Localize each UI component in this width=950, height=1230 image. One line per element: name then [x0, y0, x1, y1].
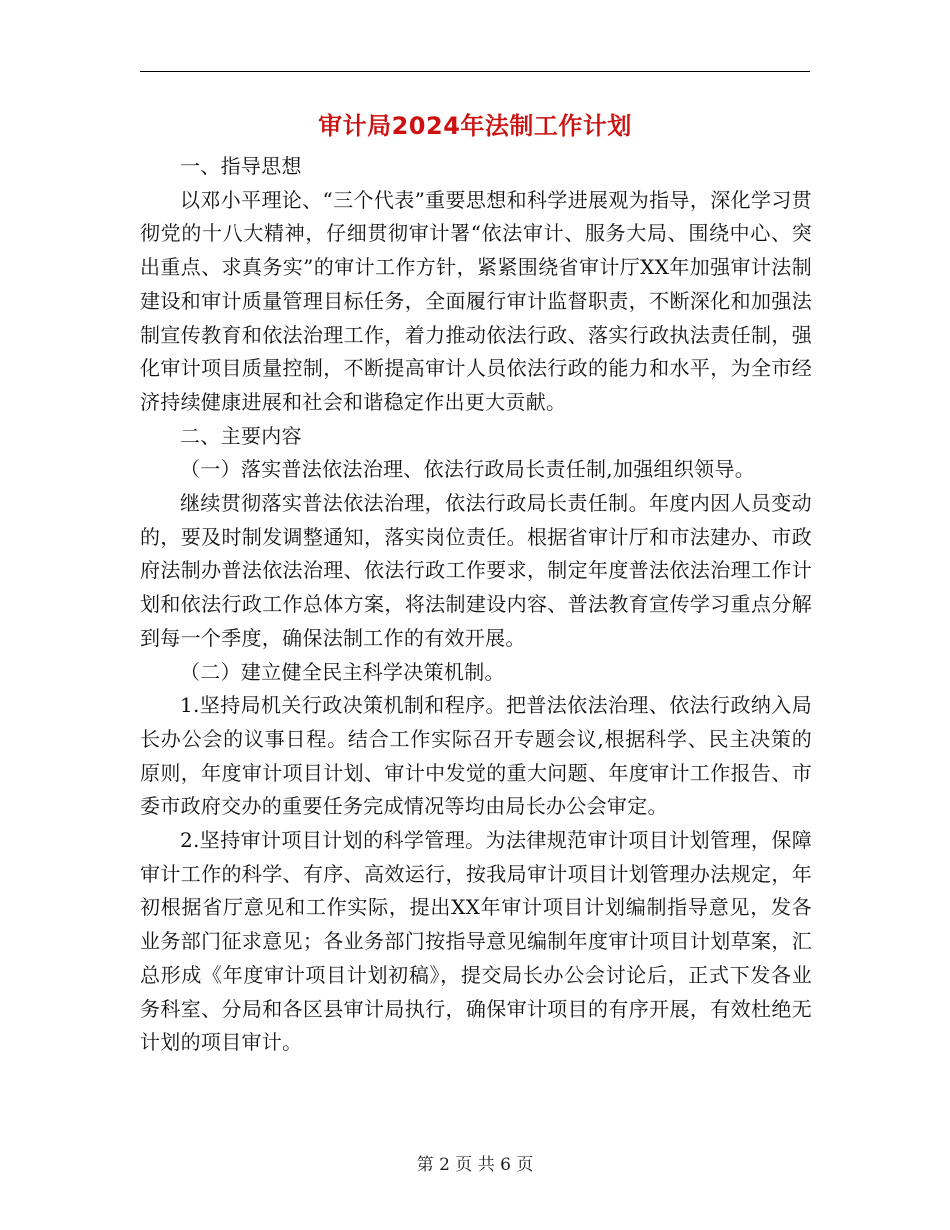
page-number-footer: 第 2 页 共 6 页 — [416, 1155, 534, 1175]
list-item-decision-procedure: 1.坚持局机关行政决策机制和程序。把普法依法治理、依法行政纳入局长办公会的议事日程。结合工作实际召开专题会议,根据科学、民主决策的原则，年度审计项目计划、审计中发觉的重大问题、年度审计工作报告、市委市政府交办的重要任务完成情况等均由局长办公会审定。 — [140, 693, 812, 819]
document-title: 审计局2024年法制工作计划 — [318, 112, 632, 140]
document-body — [140, 150, 812, 1060]
body-paragraph-guiding-ideology: 以邓小平理论、“三个代表”重要思想和科学进展观为指导，深化学习贯彻党的十八大精神，仔细贯彻审计署“依法审计、服务大局、围绕中心、突出重点、求真务实”的审计工作方针，紧紧围绕省审计厅XX年加强审计法制建设和审计质量管理目标任务，全面履行审计监督职责，不断深化和加强法制宣传教育和依法治理工作，着力推动依法行政、落实行政执法责任制，强化审计项目质量控制，不断提高审计人员依法行政的能力和水平，为全市经济持续健康进展和社会和谐稳定作出更大贡献。 — [140, 187, 812, 414]
section-heading-main-content: 二、主要内容 — [180, 423, 302, 448]
body-paragraph-responsibility-system: 继续贯彻落实普法依法治理，依法行政局长责任制。年度内因人员变动的，要及时制发调整通知，落实岗位责任。根据省审计厅和市法建办、市政府法制办普法依法治理、依法行政工作要求，制定年度普法依法治理工作计划和依法行政工作总体方案，将法制建设内容、普法教育宣传学习重点分解到每一个季度，确保法制工作的有效开展。 — [140, 491, 812, 650]
header-rule — [140, 71, 810, 72]
subheading-decision-mechanism: （二）建立健全民主科学决策机制。 — [180, 659, 505, 684]
section-heading-guiding-ideology: 一、指导思想 — [180, 154, 302, 178]
subheading-responsibility-system: （一）落实普法依法治理、依法行政局长责任制,加强组织领导。 — [180, 457, 756, 482]
list-item-project-plan-management: 2.坚持审计项目计划的科学管理。为法律规范审计项目计划管理，保障审计工作的科学、有序、高效运行，按我局审计项目计划管理办法规定，年初根据省厅意见和工作实际，提出XX年审计项目计划编制指导意见，发各业务部门征求意见；各业务部门按指导意见编制年度审计项目计划草案，汇总形成《年度审计项目计划初稿》，提交局长办公会讨论后，正式下发各业务科室、分局和各区县审计局执行，确保审计项目的有序开展，有效杜绝无计划的项目审计。 — [140, 828, 812, 1055]
